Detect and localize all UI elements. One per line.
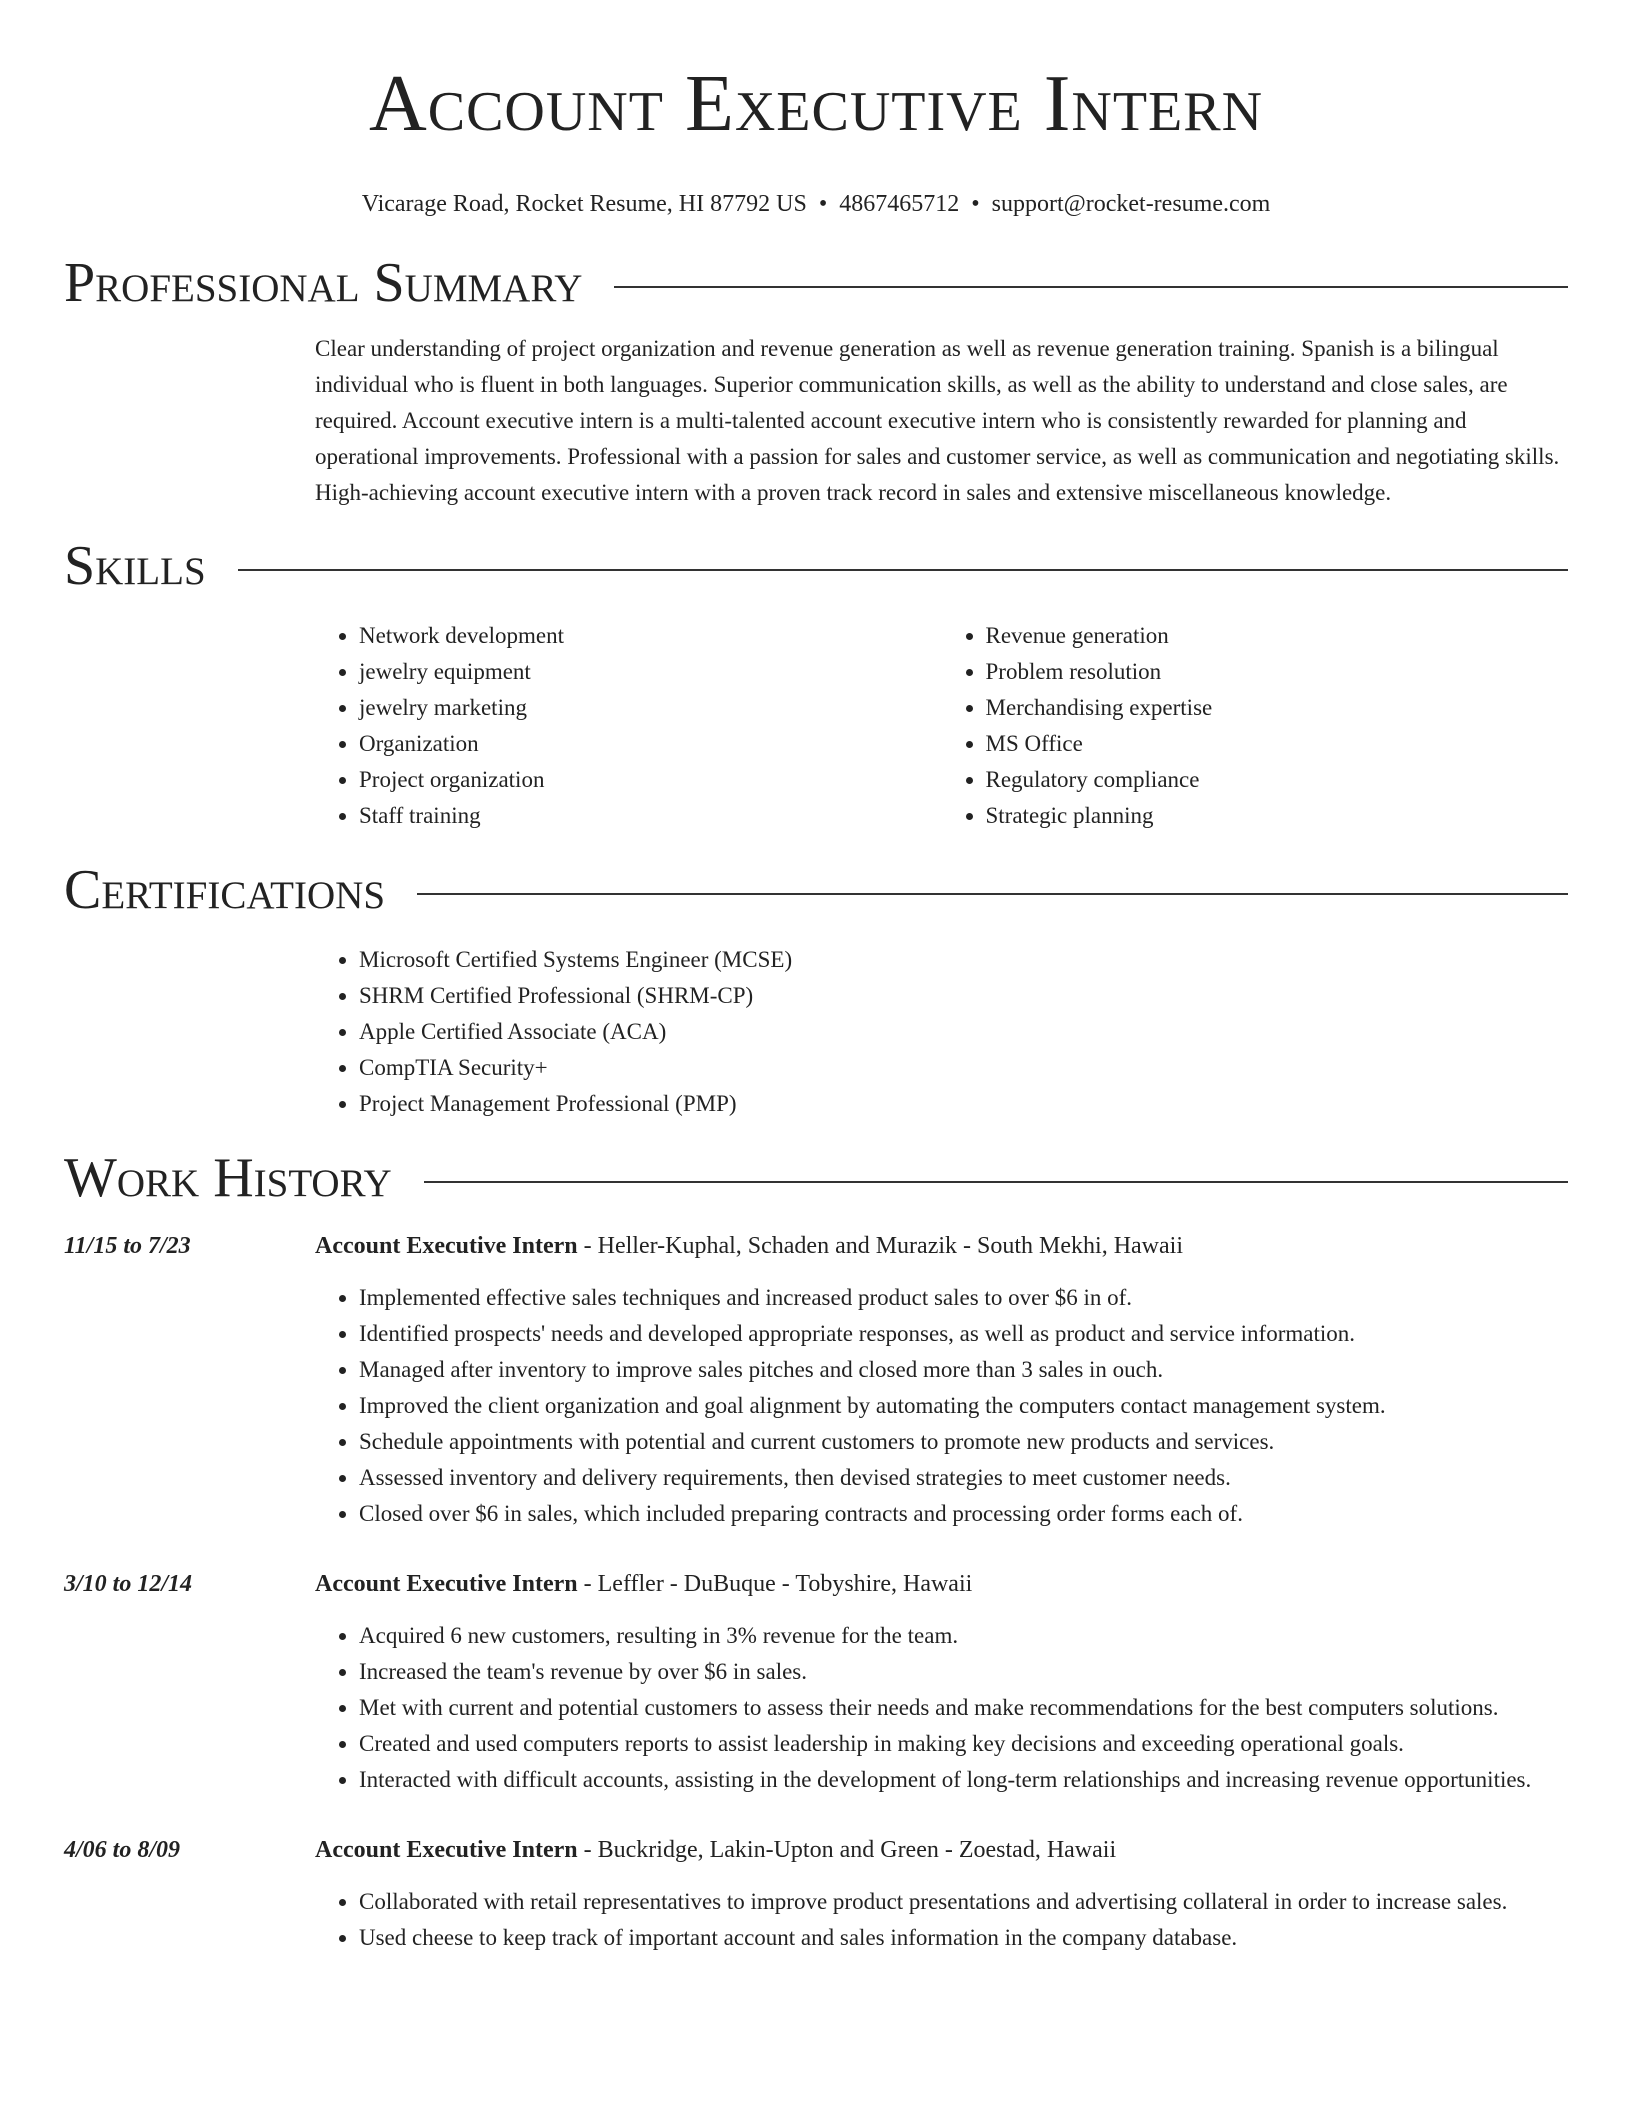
skill-item: • MS Office [986, 726, 1569, 762]
job-dates: 3/10 to 12/14 [64, 1571, 193, 1597]
skill-item: • Regulatory compliance [986, 762, 1569, 798]
phone: 4867465712 [839, 191, 960, 217]
job-role: Account Executive Intern [315, 1233, 578, 1259]
job-dates: 4/06 to 8/09 [64, 1837, 181, 1863]
job-bullet: • Collaborated with retail representatives to improve product presentations and advertising collateral in order to increase sales. [359, 1884, 1568, 1920]
job-heading [315, 1230, 1568, 1262]
job-bullet: • Managed after inventory to improve sales pitches and closed more than 3 sales in ouch. [359, 1352, 1568, 1388]
skill-item: • Organization [359, 726, 942, 762]
certifications-list [315, 942, 1568, 1122]
job-bullets [315, 1280, 1568, 1532]
job-heading [315, 1568, 1568, 1600]
section-divider [238, 569, 1568, 571]
summary-section [64, 251, 1568, 511]
address: Vicarage Road, Rocket Resume, HI 87792 US [361, 191, 807, 217]
skill-item: • jewelry equipment [359, 654, 942, 690]
skill-item: • Merchandising expertise [986, 690, 1569, 726]
job-bullet: • Created and used computers reports to assist leadership in making key decisions and exceeding operational goals. [359, 1726, 1568, 1762]
certification-item: • Project Management Professional (PMP) [359, 1086, 1568, 1122]
section-divider [614, 286, 1568, 288]
certification-item: • Apple Certified Associate (ACA) [359, 1014, 1568, 1050]
section-header [64, 858, 1568, 922]
job-bullet: • Acquired 6 new customers, resulting in 3% revenue for the team. [359, 1618, 1568, 1654]
job-bullet: • Met with current and potential customers to assess their needs and make recommendations for the best computers solutions. [359, 1690, 1568, 1726]
skill-item: • Problem resolution [986, 654, 1569, 690]
section-header [64, 534, 1568, 598]
resume-name: Account Executive Intern [368, 60, 1264, 148]
section-header [64, 1146, 1568, 1210]
separator: • [818, 191, 828, 217]
job-bullet: • Closed over $6 in sales, which included preparing contracts and processing order forms each of. [359, 1496, 1568, 1532]
section-divider [417, 893, 1568, 895]
skill-item: • Project organization [359, 762, 942, 798]
job-entry [64, 1568, 1568, 1798]
skills-list-right [942, 618, 1569, 834]
separator: • [971, 191, 980, 217]
certification-item: • SHRM Certified Professional (SHRM-CP) [359, 978, 1568, 1014]
job-entry [64, 1834, 1568, 1956]
contact-line [0, 188, 1632, 220]
section-title: Work History [64, 1147, 392, 1209]
section-header [64, 251, 1568, 315]
skill-item: • jewelry marketing [359, 690, 942, 726]
skill-item: • Revenue generation [986, 618, 1569, 654]
job-bullet: • Schedule appointments with potential and current customers to promote new products and services. [359, 1424, 1568, 1460]
certification-item: • CompTIA Security+ [359, 1050, 1568, 1086]
job-bullet: • Interacted with difficult accounts, assisting in the development of long-term relationships and increasing revenue opportunities. [359, 1762, 1568, 1798]
skill-item: • Staff training [359, 798, 942, 834]
skills-list-left [315, 618, 942, 834]
job-bullets [315, 1618, 1568, 1798]
job-employer: - Heller-Kuphal, Schaden and Murazik - South Mekhi, Hawaii [577, 1233, 1183, 1259]
job-entry [64, 1230, 1568, 1532]
certifications-section [64, 858, 1568, 1122]
job-bullet: • Implemented effective sales techniques and increased product sales to over $6 in of. [359, 1280, 1568, 1316]
skill-item: • Strategic planning [986, 798, 1569, 834]
work-history-section [64, 1146, 1568, 1956]
job-bullet: • Identified prospects' needs and developed appropriate responses, as well as product and service information. [359, 1316, 1568, 1352]
job-bullet: • Assessed inventory and delivery requirements, then devised strategies to meet customer needs. [359, 1460, 1568, 1496]
section-title: Certifications [64, 859, 386, 921]
job-bullet: • Improved the client organization and goal alignment by automating the computers contact management system. [359, 1388, 1568, 1424]
skills-section [64, 534, 1568, 834]
job-bullet: • Increased the team's revenue by over $6 in sales. [359, 1654, 1568, 1690]
skill-item: • Network development [359, 618, 942, 654]
job-dates: 11/15 to 7/23 [64, 1233, 191, 1259]
job-bullet: • Used cheese to keep track of important account and sales information in the company database. [359, 1920, 1568, 1956]
section-title: Skills [64, 535, 206, 597]
summary-text: Clear understanding of project organization and revenue generation as well as revenue generation training. Spanish is a bilingual individual who is fluent in both languages. Superior communication skills, as well as the ability to understand and close sales, are required. Account executive intern is a multi-talented account executive intern who is consistently rewarded for planning and operational improvements. Professional with a passion for sales and customer service, as well as communication and negotiating skills. High-achieving account executive intern with a proven track record in sales and extensive miscellaneous knowledge. [315, 336, 1560, 505]
email: support@rocket-resume.com [991, 191, 1271, 217]
section-divider [424, 1181, 1568, 1183]
job-role: Account Executive Intern [315, 1571, 578, 1597]
job-heading [315, 1834, 1568, 1866]
section-title: Professional Summary [64, 252, 583, 314]
certification-item: • Microsoft Certified Systems Engineer (MCSE) [359, 942, 1568, 978]
job-employer: - Buckridge, Lakin-Upton and Green - Zoestad, Hawaii [577, 1837, 1117, 1863]
job-bullets [315, 1884, 1568, 1956]
job-role: Account Executive Intern [315, 1837, 578, 1863]
job-employer: - Leffler - DuBuque - Tobyshire, Hawaii [577, 1571, 973, 1597]
